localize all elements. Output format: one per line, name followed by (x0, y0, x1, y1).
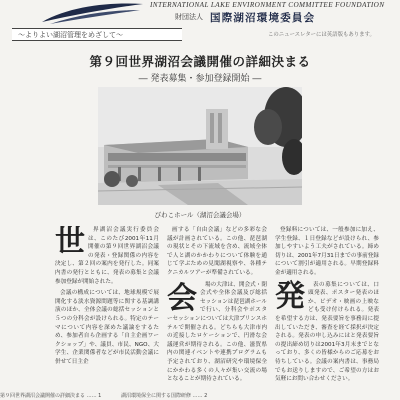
article-paragraph: 表の募集については、口頭発表、ポスター発表のほか、ビデオ・映画の上映なども受け付けられる。発表を希望する方は、発表要旨を事務局に提出していただき、審査を経て採択が決定される。発表の申し込みにはと発表要旨の提出締め切りは2001年3月末までとなっており、多くの皆様からのご応募をお待ちしている。会議の案内書は、事務局でもお送りしますので、ご希望の方はお気軽にお問い合わせください。 (275, 281, 379, 383)
dropcap: 会 (167, 280, 197, 316)
article-column-2 (167, 226, 267, 390)
contents-strip (0, 392, 400, 400)
org-name-english: INTERNATIONAL LAKE ENVIRONMENT COMMITTEE FOUNDATION (150, 1, 385, 9)
subheadline: ― 発表募集・参加登録開始 ― (138, 74, 262, 84)
article-paragraph: 会議の構成については、地球規模で展開化する淡水資源問題等に関する基調講演のほか、全体会議の総括セッションと５つの分科会が設けられる。特定のテーマについて内容を深めた議論をするため、参加者自ら企画する「自主企画ワークショップ」や、議員、市民、NGO、大学生、企業関係者などが市民活動会議に併せて日主企 (55, 290, 159, 365)
headline: 第９回世界湖沼会議開催の詳細決まる (89, 54, 311, 69)
hall-photo (98, 87, 302, 205)
article-paragraph: 界湖沼会議実行委員会は、このたび2001年11月開催の第９回世界湖沼会議の発表・登録関係の内容を決定し、第２回の案内を発行した。同案内書の発行とともに、発表の募集と会議参加登録が開始された。 (55, 227, 159, 285)
contents-item: 湖沼環境保全に関する国際研修 …… 2 (120, 393, 208, 399)
article-column-1 (55, 226, 159, 390)
contents-item: 第９回世界湖沼会議開催の詳細決まる …… 1 (0, 393, 102, 399)
masthead (0, 0, 400, 52)
article-paragraph: 画する「自由会議」などの多彩な会議が計画されている。この他、琵琶湖の現状とその下流域を含め、流域全体で人と湖のかかわりについて体験を通じて学ぶための見聞湖視察や、各種テクニカルツアーが準備されている。 (167, 227, 267, 276)
photo-caption: びわこホール（湖沼会議会場） (154, 211, 246, 219)
dropcap: 発 (275, 278, 305, 314)
article-column-3 (275, 226, 379, 390)
article-paragraph: 場の大津は、開会式・閉会式や全体会議及び総括セッションは琵琶湖ホールで行い、分科会やポスターセッションについては大津プリンスホテルで開催される。どちらも大津市内の近接したロケーションで、円滑な会議運営が期待される。この他、滋賀県内の関連イベントや連携プログラムも予定されており、湖沼研究や環境保全にかかわる多くの人々が集い交流の場となることが期待されている。 (167, 281, 267, 383)
ilec-logo-swoosh (40, 0, 145, 26)
org-prefix: 財団法人 (175, 13, 203, 21)
dropcap: 世 (55, 226, 85, 259)
article-paragraph: 登録料については、一般参加に加え、学生登録、１日登録などが設けられ、参加しやすいよう工夫がされている。締め切りは、2001年7月31日までの事前登録について割引が適用される。早期登録料金が適用される。 (275, 227, 379, 276)
english-edition-note: このニュースレターには英語版もあります。 (268, 32, 375, 38)
org-name-japanese: 国際湖沼環境委員会 (210, 12, 316, 24)
tagline: ～よりよい湖沼管理をめざして～ (12, 28, 182, 41)
